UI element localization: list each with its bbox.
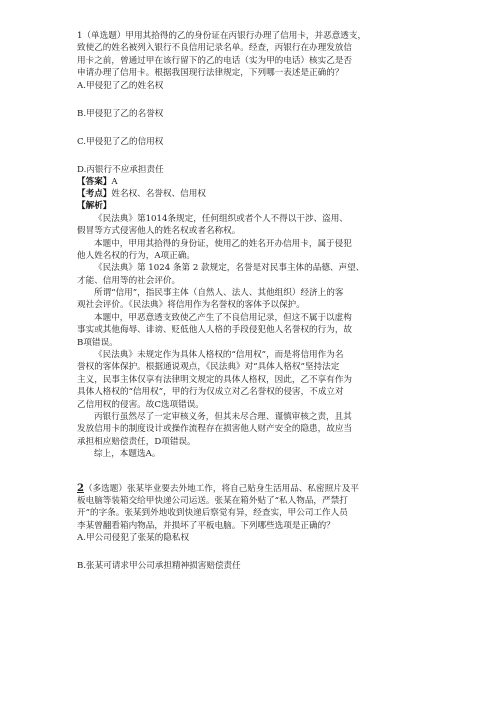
analysis-line: 发放信用卡的制度设计或操作流程存在损害他人财产安全的隐患，故应当 (77, 424, 353, 435)
analysis-line: 假冒等方式侵害他人的姓名权或者名称权。 (77, 226, 241, 237)
answer-label: 【答案】 (77, 176, 112, 187)
point-value: 姓名权、名誉权、信用权 (111, 188, 206, 199)
q2-stem-line: 李某曾翻看箱内物品，并损坏了平板电脑。下列哪些选项是正确的？ (77, 520, 335, 531)
analysis-line: 主义，民事主体仅享有法律明文规定的具体人格权，因此，乙不享有作为 (77, 374, 353, 385)
q2-stem-line (77, 483, 427, 495)
q1-analysis (77, 213, 427, 461)
analysis-line: 综上，本题选A。 (94, 449, 161, 460)
analysis-line: B项错误。 (77, 337, 118, 348)
q1-option-a: A.甲侵犯了乙的姓名权 (77, 80, 164, 91)
analysis-line: 具体人格权的“信用权”，甲的行为仅成立对乙名誉权的侵害，不成立对 (77, 387, 344, 398)
analysis-line: 观社会评价。《民法典》将信用作为名誉权的客体予以保护。 (77, 300, 305, 311)
point-label: 【考点】 (77, 188, 112, 199)
q1-stem-line: 致使乙的姓名被列入银行不良信用记录名单。经查，丙银行在办理发放信 (77, 43, 353, 54)
q1-answer (77, 176, 427, 188)
q1-point (77, 188, 427, 200)
analysis-line: 才能、信用等的社会评价。 (77, 275, 181, 286)
q2-stem-line: 板电脑等装箱交给甲快递公司运送。张某在箱外贴了“私人物品，严禁打 (77, 495, 348, 506)
q1-option-c: C.甲侵犯了乙的信用权 (77, 136, 164, 147)
q2-number: 2 (77, 482, 84, 494)
analysis-line: 事实或其他侮辱、诽谤、贬低他人人格的手段侵犯他人名誉权的行为，故 (77, 325, 353, 336)
analysis-line: 他人姓名权的行为，A项正确。 (77, 250, 195, 261)
q2-option-a: A.甲公司侵犯了张某的隐私权 (77, 533, 190, 544)
analysis-line: 承担相应赔偿责任，D项错误。 (77, 436, 196, 447)
q2-stem-line: 开”的字条。张某到外地收到快递后察觉有异，经查实，甲公司工作人员 (77, 508, 348, 519)
analysis-line: 《民法典》第 1024 条第 2 款规定，名誉是对民事主体的品德、声望、 (94, 263, 365, 274)
analysis-line: 所谓“信用”，指民事主体（自然人、法人、其他组织）经济上的客 (94, 288, 344, 299)
analysis-line: 《民法典》第1014条规定，任何组织或者个人不得以干涉、盗用、 (94, 213, 348, 224)
analysis-label: 【解析】 (77, 201, 112, 212)
analysis-line: 本题中，甲用其拾得的身份证，使用乙的姓名开办信用卡，属于侵犯 (94, 238, 352, 249)
q1-analysis-heading (77, 200, 427, 212)
question-1 (77, 30, 427, 461)
q1-option-b: B.甲侵犯了乙的名誉权 (77, 108, 164, 119)
analysis-line: 丙银行虽然尽了一定审核义务，但其未尽合理、谨慎审核之责，且其 (94, 411, 352, 422)
question-2 (77, 483, 427, 573)
q1-stem-line: 用卡之前，曾通过甲在该行留下的乙的电话（实为甲的电话）核实乙是否 (77, 55, 353, 66)
analysis-line: 本题中，甲恶意透支致使乙产生了不良信用记录，但这不属于以虚构 (94, 312, 352, 323)
q1-stem-line: 1（单选题）甲用其拾得的乙的身份证在丙银行办理了信用卡，并恶意透支， (77, 31, 367, 41)
analysis-line: 誉权的客体保护。根据通说观点，《民法典》对“具体人格权”坚持法定 (77, 362, 340, 373)
answer-value: A (111, 176, 118, 187)
q1-stem (77, 30, 427, 80)
document-page (77, 30, 427, 572)
q1-option-d: D.丙银行不应承担责任 (77, 164, 164, 175)
analysis-line: 乙信用权的侵害。故C选项错误。 (77, 399, 204, 410)
q1-stem-line: 申请办理了信用卡。根据我国现行法律规定，下列哪一表述是正确的？ (77, 68, 344, 79)
q2-stem-first: （多选题）张某毕业要去外地工作，将自己贴身生活用品、私密照片及平 (83, 483, 359, 494)
q2-option-b: B.张某可请求甲公司承担精神损害赔偿责任 (77, 561, 241, 572)
analysis-line: 《民法典》未规定作为具体人格权的“信用权”，而是将信用作为名 (94, 350, 344, 361)
